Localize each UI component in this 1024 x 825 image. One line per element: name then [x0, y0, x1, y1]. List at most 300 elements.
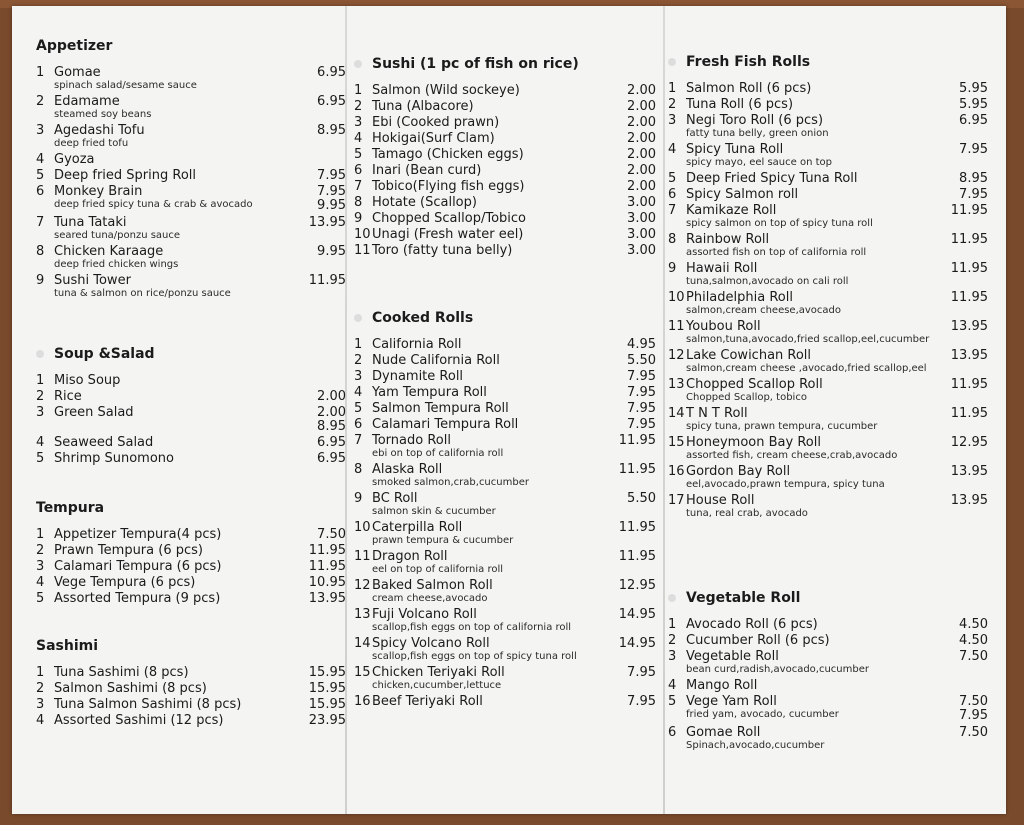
- item-name: Deep Fried Spicy Tuna Roll: [686, 171, 858, 186]
- item-name: Tuna Tataki: [54, 215, 127, 230]
- item-description: fatty tuna belly, green onion: [686, 128, 829, 139]
- item-name: Unagi (Fresh water eel): [372, 227, 524, 242]
- item-name: Rainbow Roll: [686, 232, 770, 247]
- item-price: 7.95: [959, 142, 988, 157]
- menu-item: [36, 390, 346, 404]
- section-title-text: Soup &Salad: [54, 346, 155, 362]
- item-number: 6: [354, 163, 363, 178]
- item-price: 7.95: [959, 187, 988, 202]
- menu-item: [668, 695, 988, 723]
- item-number: 7: [36, 215, 45, 230]
- item-name: Rice: [54, 389, 82, 404]
- item-description: deep fried chicken wings: [54, 259, 179, 270]
- item-name-block: [686, 172, 940, 186]
- item-name: Agedashi Tofu: [54, 123, 145, 138]
- item-name-block: [372, 402, 608, 416]
- item-price: 6.95: [317, 451, 346, 466]
- item-number: 1: [668, 617, 677, 632]
- section-title: [36, 638, 346, 654]
- item-name-block: [372, 228, 608, 242]
- item-number: 11: [668, 319, 685, 334]
- item-number: 10: [668, 290, 685, 305]
- menu-item: [354, 100, 656, 114]
- menu-item: [668, 143, 988, 169]
- menu-item: [354, 354, 656, 368]
- item-number: 5: [36, 168, 45, 183]
- item-name: Tuna Sashimi (8 pcs): [54, 665, 189, 680]
- menu-section: [36, 638, 346, 730]
- item-price: 2.00: [627, 83, 656, 98]
- item-number: 2: [36, 543, 45, 558]
- section-title-text: Fresh Fish Rolls: [686, 54, 811, 70]
- item-name-block: [54, 95, 298, 121]
- menu-item: [668, 98, 988, 112]
- menu-item: [668, 618, 988, 632]
- item-name-block: [54, 185, 298, 211]
- item-number: 3: [354, 115, 363, 130]
- item-number: 1: [668, 81, 677, 96]
- item-description: spicy tuna, prawn tempura, cucumber: [686, 421, 878, 432]
- item-name-block: [54, 153, 298, 167]
- item-number: 5: [354, 401, 363, 416]
- item-name-block: [54, 714, 298, 728]
- menu-item: [354, 338, 656, 352]
- item-description: fried yam, avocado, cucumber: [686, 709, 839, 720]
- item-number: 9: [354, 491, 363, 506]
- item-name: Gomae: [54, 65, 101, 80]
- menu-item: [354, 463, 656, 489]
- item-number: 10: [354, 520, 371, 535]
- item-name: Philadelphia Roll: [686, 290, 793, 305]
- menu-item: [354, 666, 656, 692]
- item-price: 5.50: [627, 491, 656, 506]
- menu-item: [668, 436, 988, 462]
- item-number: 4: [36, 713, 45, 728]
- item-description: tuna & salmon on rice/ponzu sauce: [54, 288, 231, 299]
- menu-item: [354, 244, 656, 258]
- item-name: Assorted Sashimi (12 pcs): [54, 713, 224, 728]
- item-price: 10.95: [308, 575, 346, 590]
- item-name-block: [54, 216, 298, 242]
- item-name-block: [54, 576, 298, 590]
- item-name-block: [686, 98, 940, 112]
- item-name-block: [372, 100, 608, 114]
- item-price: 14.95: [618, 607, 656, 622]
- item-name: Cucumber Roll (6 pcs): [686, 633, 830, 648]
- item-name: Gomae Roll: [686, 725, 761, 740]
- item-name-block: [54, 452, 298, 466]
- item-name: Lake Cowichan Roll: [686, 348, 812, 363]
- item-price: 12.95: [618, 578, 656, 593]
- menu-item: [668, 172, 988, 186]
- menu-item: [354, 608, 656, 634]
- item-name-block: [372, 164, 608, 178]
- item-name: Dynamite Roll: [372, 369, 464, 384]
- item-price: 11.95: [618, 520, 656, 535]
- item-name-block: [686, 349, 940, 375]
- item-name-block: [686, 233, 940, 259]
- menu-item: [668, 349, 988, 375]
- item-number: 1: [36, 65, 45, 80]
- item-description: eel,avocado,prawn tempura, spicy tuna: [686, 479, 885, 490]
- item-description: prawn tempura & cucumber: [372, 535, 514, 546]
- item-number: 9: [668, 261, 677, 276]
- item-name: House Roll: [686, 493, 755, 508]
- item-name: Inari (Bean curd): [372, 163, 482, 178]
- item-price: 6.95: [317, 435, 346, 450]
- item-number: 3: [36, 559, 45, 574]
- item-number: 2: [668, 633, 677, 648]
- item-description: bean curd,radish,avocado,cucumber: [686, 664, 869, 675]
- item-number: 17: [668, 493, 685, 508]
- item-name-block: [686, 188, 940, 202]
- item-number: 6: [668, 725, 677, 740]
- item-description: tuna,salmon,avocado on cali roll: [686, 276, 849, 287]
- item-price: 6.95: [317, 65, 346, 80]
- item-name-block: [372, 370, 608, 384]
- item-price: 7.95: [627, 417, 656, 432]
- menu-item: [36, 592, 346, 606]
- item-name-block: [686, 204, 940, 230]
- item-name-block: [372, 338, 608, 352]
- item-name-block: [372, 608, 608, 634]
- item-name: Gyoza: [54, 152, 95, 167]
- item-name-block: [54, 406, 298, 420]
- item-description: deep fried spicy tuna & crab & avocado: [54, 199, 253, 210]
- item-price: 7.95: [627, 665, 656, 680]
- item-name: Vegetable Roll: [686, 649, 779, 664]
- item-price: 7.95 9.95: [317, 184, 346, 213]
- item-name: Spicy Volcano Roll: [372, 636, 490, 651]
- item-number: 4: [36, 435, 45, 450]
- item-price: 11.95: [308, 273, 346, 288]
- menu-item: [354, 637, 656, 663]
- item-name-block: [686, 143, 940, 169]
- item-name: Green Salad: [54, 405, 134, 420]
- item-price: 2.00: [627, 147, 656, 162]
- item-name: Honeymoon Bay Roll: [686, 435, 821, 450]
- menu-section: [354, 56, 656, 260]
- item-number: 16: [668, 464, 685, 479]
- item-name: Salmon Tempura Roll: [372, 401, 509, 416]
- section-title-text: Cooked Rolls: [372, 310, 474, 326]
- item-price: 2.00: [627, 115, 656, 130]
- item-description: spinach salad/sesame sauce: [54, 80, 197, 91]
- bullet-dot-icon: [668, 58, 676, 66]
- menu-item: [668, 233, 988, 259]
- item-name-block: [54, 436, 298, 450]
- item-number: 8: [36, 244, 45, 259]
- item-name: Hawaii Roll: [686, 261, 758, 276]
- item-name: California Roll: [372, 337, 462, 352]
- item-name-block: [372, 492, 608, 518]
- item-price: 5.95: [959, 81, 988, 96]
- item-name-block: [372, 116, 608, 130]
- item-name-block: [372, 196, 608, 210]
- menu-item: [36, 682, 346, 696]
- item-description: salmon skin & cucumber: [372, 506, 496, 517]
- item-name: Deep fried Spring Roll: [54, 168, 197, 183]
- item-price: 2.00: [627, 131, 656, 146]
- item-description: eel on top of california roll: [372, 564, 504, 575]
- item-number: 5: [36, 591, 45, 606]
- item-price: 2.00: [627, 99, 656, 114]
- item-number: 2: [36, 681, 45, 696]
- section-title-text: Appetizer: [36, 38, 113, 54]
- item-name: Sushi Tower: [54, 273, 131, 288]
- item-number: 11: [354, 243, 371, 258]
- item-price: 13.95: [308, 591, 346, 606]
- menu-item: [668, 378, 988, 404]
- item-price: 11.95: [618, 462, 656, 477]
- item-price: 11.95: [950, 290, 988, 305]
- item-number: 1: [36, 665, 45, 680]
- item-number: 8: [668, 232, 677, 247]
- fold-line: [663, 6, 665, 814]
- menu-item: [36, 452, 346, 466]
- item-price: 7.50: [317, 527, 346, 542]
- item-price: 3.00: [627, 195, 656, 210]
- item-name: Chopped Scallop Roll: [686, 377, 823, 392]
- item-price: 11.95: [950, 406, 988, 421]
- item-name: Gordon Bay Roll: [686, 464, 791, 479]
- item-price: 15.95: [308, 665, 346, 680]
- menu-item: [36, 185, 346, 213]
- item-name: Calamari Tempura Roll: [372, 417, 519, 432]
- item-price: 3.00: [627, 227, 656, 242]
- item-name-block: [686, 436, 940, 462]
- item-name-block: [372, 244, 608, 258]
- item-name: Assorted Tempura (9 pcs): [54, 591, 221, 606]
- item-number: 2: [668, 97, 677, 112]
- menu-item: [36, 714, 346, 728]
- item-number: 2: [36, 389, 45, 404]
- item-price: 4.50: [959, 617, 988, 632]
- item-name-block: [686, 679, 940, 693]
- item-description: seared tuna/ponzu sauce: [54, 230, 181, 241]
- item-name-block: [54, 169, 298, 183]
- menu-item: [668, 494, 988, 520]
- item-name: BC Roll: [372, 491, 418, 506]
- item-name: Shrimp Sunomono: [54, 451, 174, 466]
- item-price: 4.95: [627, 337, 656, 352]
- item-name-block: [372, 637, 608, 663]
- item-name: Calamari Tempura (6 pcs): [54, 559, 222, 574]
- item-name: Fuji Volcano Roll: [372, 607, 477, 622]
- menu-item: [354, 116, 656, 130]
- item-price: 7.95: [627, 369, 656, 384]
- item-name-block: [54, 66, 298, 92]
- item-name-block: [54, 528, 298, 542]
- item-price: 5.95: [959, 97, 988, 112]
- item-name-block: [372, 418, 608, 432]
- menu-item: [668, 679, 988, 693]
- item-price: 13.95: [308, 215, 346, 230]
- item-name-block: [372, 695, 608, 709]
- menu-item: [36, 216, 346, 242]
- menu-item: [36, 406, 346, 434]
- item-number: 5: [36, 451, 45, 466]
- item-description: smoked salmon,crab,cucumber: [372, 477, 529, 488]
- section-title-text: Sashimi: [36, 638, 99, 654]
- section-title-text: Vegetable Roll: [686, 590, 801, 606]
- item-number: 6: [354, 417, 363, 432]
- item-number: 14: [668, 406, 685, 421]
- item-description: spicy salmon on top of spicy tuna roll: [686, 218, 873, 229]
- menu-item: [36, 66, 346, 92]
- item-description: Spinach,avocado,cucumber: [686, 740, 825, 751]
- bullet-dot-icon: [354, 314, 362, 322]
- item-number: 4: [354, 385, 363, 400]
- item-price: 7.95: [627, 385, 656, 400]
- menu-item: [36, 698, 346, 712]
- item-name: Youbou Roll: [686, 319, 761, 334]
- section-title: [668, 54, 988, 70]
- section-title: [668, 590, 988, 606]
- section-title: [354, 56, 656, 72]
- item-description: ebi on top of california roll: [372, 448, 504, 459]
- item-price: 11.95: [950, 377, 988, 392]
- menu-section: [36, 38, 346, 303]
- item-price: 7.95: [627, 694, 656, 709]
- menu-item: [668, 465, 988, 491]
- bullet-dot-icon: [668, 594, 676, 602]
- item-price: 8.95: [317, 123, 346, 138]
- menu-item: [668, 262, 988, 288]
- item-price: 4.50: [959, 633, 988, 648]
- item-price: 11.95: [950, 261, 988, 276]
- item-price: 15.95: [308, 681, 346, 696]
- item-name-block: [54, 682, 298, 696]
- menu-item: [668, 291, 988, 317]
- item-name-block: [686, 262, 940, 288]
- item-number: 7: [354, 433, 363, 448]
- item-number: 7: [354, 179, 363, 194]
- item-price: 23.95: [308, 713, 346, 728]
- item-name: Salmon (Wild sockeye): [372, 83, 520, 98]
- item-name-block: [372, 666, 608, 692]
- menu-item: [668, 726, 988, 752]
- menu-item: [354, 402, 656, 416]
- menu-item: [354, 180, 656, 194]
- item-price: 3.00: [627, 211, 656, 226]
- item-description: steamed soy beans: [54, 109, 152, 120]
- item-name-block: [372, 132, 608, 146]
- item-price: 6.95: [959, 113, 988, 128]
- item-name-block: [686, 114, 940, 140]
- menu-item: [36, 666, 346, 680]
- item-number: 1: [36, 373, 45, 388]
- item-description: chicken,cucumber,lettuce: [372, 680, 502, 691]
- item-name: Tuna Roll (6 pcs): [686, 97, 794, 112]
- menu-item: [36, 544, 346, 558]
- item-name-block: [54, 698, 298, 712]
- item-name-block: [54, 544, 298, 558]
- item-name: Salmon Sashimi (8 pcs): [54, 681, 207, 696]
- item-name-block: [372, 434, 608, 460]
- item-name-block: [686, 695, 940, 721]
- item-price: 11.95: [308, 543, 346, 558]
- item-name: Miso Soup: [54, 373, 121, 388]
- menu-item: [36, 528, 346, 542]
- item-name-block: [54, 124, 298, 150]
- menu-section: [354, 310, 656, 711]
- item-name-block: [686, 650, 940, 676]
- menu-item: [354, 386, 656, 400]
- item-name: Negi Toro Roll (6 pcs): [686, 113, 824, 128]
- item-name: Avocado Roll (6 pcs): [686, 617, 818, 632]
- item-name: Seaweed Salad: [54, 435, 154, 450]
- item-price: 13.95: [950, 319, 988, 334]
- item-price: 11.95: [950, 232, 988, 247]
- item-name-block: [686, 465, 940, 491]
- item-number: 4: [668, 142, 677, 157]
- section-title: [36, 38, 346, 54]
- section-title: [36, 500, 346, 516]
- item-price: 2.00: [627, 163, 656, 178]
- menu-section: [36, 500, 346, 608]
- menu-item: [354, 418, 656, 432]
- item-name: Alaska Roll: [372, 462, 443, 477]
- item-name-block: [372, 550, 608, 576]
- item-description: salmon,cream cheese,avocado: [686, 305, 842, 316]
- item-name: Nude California Roll: [372, 353, 500, 368]
- item-number: 3: [36, 405, 45, 420]
- item-price: 11.95: [618, 433, 656, 448]
- item-name: Tamago (Chicken eggs): [372, 147, 524, 162]
- item-price: 14.95: [618, 636, 656, 651]
- item-number: 16: [354, 694, 371, 709]
- menu-section: [36, 346, 346, 468]
- item-description: Chopped Scallop, tobico: [686, 392, 807, 403]
- item-number: 1: [354, 83, 363, 98]
- item-price: 2.00 8.95: [317, 405, 346, 434]
- item-description: assorted fish on top of california roll: [686, 247, 867, 258]
- item-price: 13.95: [950, 493, 988, 508]
- item-number: 5: [354, 147, 363, 162]
- section-title: [354, 310, 656, 326]
- item-name-block: [372, 148, 608, 162]
- menu-item: [354, 228, 656, 242]
- item-name: Baked Salmon Roll: [372, 578, 493, 593]
- menu-item: [354, 164, 656, 178]
- item-name-block: [372, 212, 608, 226]
- item-name: Chicken Karaage: [54, 244, 164, 259]
- menu-item: [36, 560, 346, 574]
- menu-item: [668, 204, 988, 230]
- item-price: 13.95: [950, 348, 988, 363]
- item-name: Vege Yam Roll: [686, 694, 777, 709]
- item-name-block: [372, 521, 608, 547]
- item-description: spicy mayo, eel sauce on top: [686, 157, 832, 168]
- menu-section: [668, 590, 988, 755]
- item-price: 11.95: [950, 203, 988, 218]
- item-price: 9.95: [317, 244, 346, 259]
- menu-item: [354, 148, 656, 162]
- menu-item: [354, 521, 656, 547]
- item-price: 2.00: [627, 179, 656, 194]
- item-price: 7.95: [317, 168, 346, 183]
- item-number: 1: [36, 527, 45, 542]
- menu-item: [36, 436, 346, 450]
- item-name-block: [686, 320, 940, 346]
- item-name-block: [54, 245, 298, 271]
- item-number: 15: [668, 435, 685, 450]
- menu-item: [36, 274, 346, 300]
- menu-item: [354, 196, 656, 210]
- menu-sheet: [12, 6, 1006, 814]
- item-name: Vege Tempura (6 pcs): [54, 575, 196, 590]
